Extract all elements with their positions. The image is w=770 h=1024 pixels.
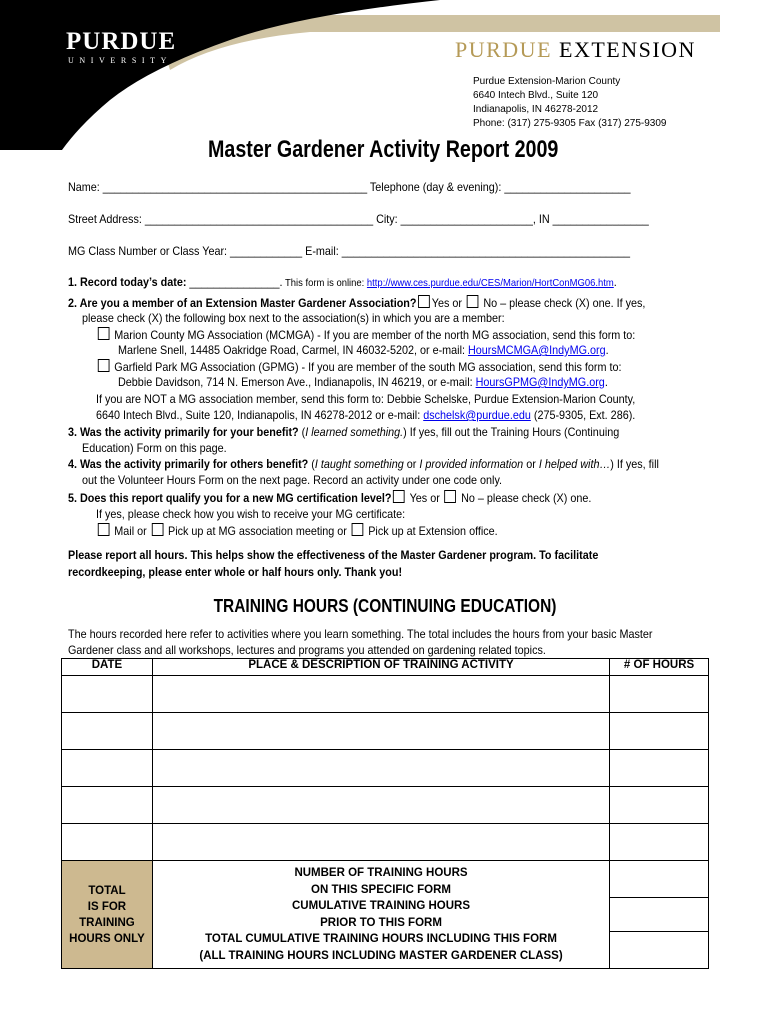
hours-cumulative[interactable] [610, 932, 708, 965]
col-place-header: PLACE & DESCRIPTION OF TRAINING ACTIVITY [152, 659, 609, 676]
pickup-assoc-checkbox[interactable] [152, 523, 164, 536]
date-blank[interactable]: _______________. [186, 275, 283, 289]
gpmg-option [96, 359, 622, 374]
training-hours-table [61, 658, 709, 969]
gpmg-address: Debbie Davidson, 714 N. Emerson Ave., Indianapolis, IN 46219, or e-mail: [118, 375, 476, 389]
period: . [604, 375, 608, 389]
q5-label: 5. Does this report qualify you for a new MG certification level? [68, 491, 392, 505]
total-label-line: TRAINING [79, 916, 135, 929]
col-date-header: DATE [62, 659, 153, 676]
total-label-cell [62, 861, 153, 969]
hours-cell[interactable] [610, 750, 709, 787]
q4-line2: out the Volunteer Hours Form on the next page. Record an activity under one code only. [82, 473, 503, 487]
extension-address: 6640 Intech Blvd., Suite 120, Indianapolis, IN 46278-2012 or e-mail: [96, 408, 424, 422]
extension-phone: (275-9305, Ext. 286). [530, 408, 636, 422]
q3-rest: ) If yes, fill out the Training Hours (Continuing [403, 425, 620, 439]
q4-rest: ) If yes, fill [610, 457, 659, 471]
totals-line: NUMBER OF TRAINING HOURS [294, 867, 468, 879]
q2-no-checkbox[interactable] [467, 295, 479, 308]
training-intro-2: Gardener class and all workshops, lectures and programs you attended on gardening related topics. [68, 643, 546, 657]
hours-this-form[interactable] [610, 864, 708, 898]
date-cell[interactable] [62, 787, 153, 824]
q3-italic: I learned something. [305, 425, 404, 439]
table-row [62, 750, 709, 787]
notice-line-1: Please report all hours. This helps show the effectiveness of the Master Gardener program. To facilitate [68, 548, 599, 562]
address-phone: Phone: (317) 275-9305 Fax (317) 275-9309 [473, 118, 667, 129]
q2-yes-checkbox[interactable] [418, 295, 430, 308]
pickup-ext-label: Pick up at Extension office. [365, 524, 498, 538]
table-row [62, 676, 709, 713]
date-cell[interactable] [62, 713, 153, 750]
hours-cell[interactable] [610, 676, 709, 713]
totals-row [62, 861, 709, 969]
online-note: This form is online: [282, 277, 367, 289]
date-cell[interactable] [62, 676, 153, 713]
totals-line: (ALL TRAINING HOURS INCLUDING MASTER GARDENER CLASS) [199, 949, 563, 962]
question-2 [68, 295, 645, 310]
pickup-ext-checkbox[interactable] [352, 523, 364, 536]
form-url-link[interactable]: http://www.ces.purdue.edu/CES/Marion/HortConMG06.htm [366, 277, 614, 289]
table-row [62, 787, 709, 824]
brand-extension: EXTENSION [559, 37, 696, 62]
q5-no-checkbox[interactable] [445, 490, 457, 503]
q4-italic-3: I helped with… [538, 457, 611, 471]
address-line: Purdue Extension-Marion County [473, 76, 621, 87]
address-line: Indianapolis, IN 46278-2012 [473, 104, 599, 115]
non-member-contact [96, 408, 635, 422]
office-address [473, 75, 666, 131]
q2-label: 2. Are you a member of an Extension Master Gardener Association? [68, 296, 417, 310]
q3-line2: Education) Form on this page. [82, 441, 227, 455]
gpmg-checkbox[interactable] [98, 359, 110, 372]
q4-label: 4. Was the activity primarily for others benefit? [68, 457, 309, 471]
q3-paren: ( [298, 425, 306, 439]
totals-line: TOTAL CUMULATIVE TRAINING HOURS INCLUDING THIS FORM [205, 933, 557, 945]
gpmg-email-link[interactable]: HoursGPMG@IndyMG.org [475, 375, 605, 389]
q2-no-label: No – please check (X) one. If yes, [480, 296, 646, 310]
class-email-field[interactable]: MG Class Number or Class Year: ____________ E-mail: ________________________________________________ [68, 244, 631, 258]
notice-line-2: recordkeeping, please enter whole or half hours only. Thank you! [68, 565, 403, 579]
date-cell[interactable] [62, 750, 153, 787]
purdue-extension-brand [455, 37, 696, 63]
mail-checkbox[interactable] [98, 523, 110, 536]
totals-line: CUMULATIVE TRAINING HOURS [292, 900, 471, 912]
total-label-line: IS FOR [87, 900, 127, 913]
q4-italic-2: I provided information [419, 457, 524, 471]
question-3 [68, 425, 619, 439]
page-title: Master Gardener Activity Report 2009 [208, 136, 559, 163]
logo-wordmark: PURDUE [66, 28, 177, 55]
q4-paren: ( [308, 457, 315, 471]
mcmga-option [96, 327, 635, 342]
table-row [62, 713, 709, 750]
gpmg-contact [118, 375, 608, 389]
q2-instructions: please check (X) the following box next to the association(s) in which you are a member: [82, 311, 505, 325]
question-5 [68, 490, 591, 505]
mail-label: Mail or [111, 524, 150, 538]
total-label-line: HOURS ONLY [69, 932, 145, 945]
hours-cell[interactable] [610, 824, 709, 861]
q5-yes-label: Yes or [406, 491, 443, 505]
total-label-line: TOTAL [88, 884, 126, 897]
q1-label: 1. Record today’s date: [68, 275, 187, 289]
col-hours-header: # OF HOURS [610, 659, 709, 676]
mcmga-address: Marlene Snell, 14485 Oakridge Road, Carmel, IN 46032-5202, or e-mail: [118, 343, 468, 357]
training-section-title: TRAINING HOURS (CONTINUING EDUCATION) [213, 596, 557, 616]
training-intro-1: The hours recorded here refer to activities where you learn something. The total includes the hours from your basic Master [68, 627, 653, 641]
mcmga-label: Marion County MG Association (MCMGA) - If you are member of the north MG association, send this form to: [114, 328, 636, 342]
question-1 [68, 275, 617, 289]
q3-label: 3. Was the activity primarily for your benefit? [68, 425, 299, 439]
table-header-row [62, 659, 709, 676]
question-4 [68, 457, 659, 471]
totals-hours-cell [610, 861, 709, 969]
logo-subtitle: UNIVERSITY [68, 56, 172, 65]
period: . [605, 343, 609, 357]
q5-no-label: No – please check (X) one. [458, 491, 592, 505]
certificate-options [96, 523, 498, 538]
brand-purdue: PURDUE [455, 37, 553, 62]
q2-yes-label: Yes or [431, 296, 466, 310]
q5-line2: If yes, please check how you wish to receive your MG certificate: [96, 507, 406, 521]
purdue-university-logo [66, 30, 176, 65]
q5-yes-checkbox[interactable] [393, 490, 405, 503]
place-cell[interactable] [152, 676, 609, 713]
totals-line: PRIOR TO THIS FORM [320, 916, 442, 929]
hours-cell[interactable] [610, 713, 709, 750]
place-cell[interactable] [152, 750, 609, 787]
place-cell[interactable] [152, 787, 609, 824]
mcmga-contact [118, 343, 609, 357]
address-line: 6640 Intech Blvd., Suite 120 [473, 90, 599, 101]
date-cell[interactable] [62, 824, 153, 861]
totals-line: ON THIS SPECIFIC FORM [311, 883, 451, 896]
name-phone-field[interactable]: Name: ____________________________________________ Telephone (day & evening): _____________________ [68, 180, 631, 194]
hours-cell[interactable] [610, 787, 709, 824]
non-member-instructions: If you are NOT a MG association member, send this form to: Debbie Schelske, Purdue Extension-Marion County, [96, 392, 636, 406]
extension-email-link[interactable]: dschelsk@purdue.edu [423, 408, 531, 422]
q4-or: or [523, 457, 539, 471]
street-city-field[interactable]: Street Address: ______________________________________ City: ______________________, IN ________________ [68, 212, 649, 226]
place-cell[interactable] [152, 713, 609, 750]
pickup-assoc-label: Pick up at MG association meeting or [165, 524, 350, 538]
place-cell[interactable] [152, 824, 609, 861]
totals-description-cell [152, 861, 609, 969]
q4-italic-1: I taught something [314, 457, 404, 471]
mcmga-checkbox[interactable] [98, 327, 110, 340]
table-row [62, 824, 709, 861]
q4-or: or [403, 457, 420, 471]
gpmg-label: Garfield Park MG Association (GPMG) - If you are member of the south MG association, send this form to: [114, 360, 622, 374]
q1-period: . [613, 275, 617, 289]
mcmga-email-link[interactable]: HoursMCMGA@IndyMG.org [467, 343, 606, 357]
hours-prior[interactable] [610, 898, 708, 932]
